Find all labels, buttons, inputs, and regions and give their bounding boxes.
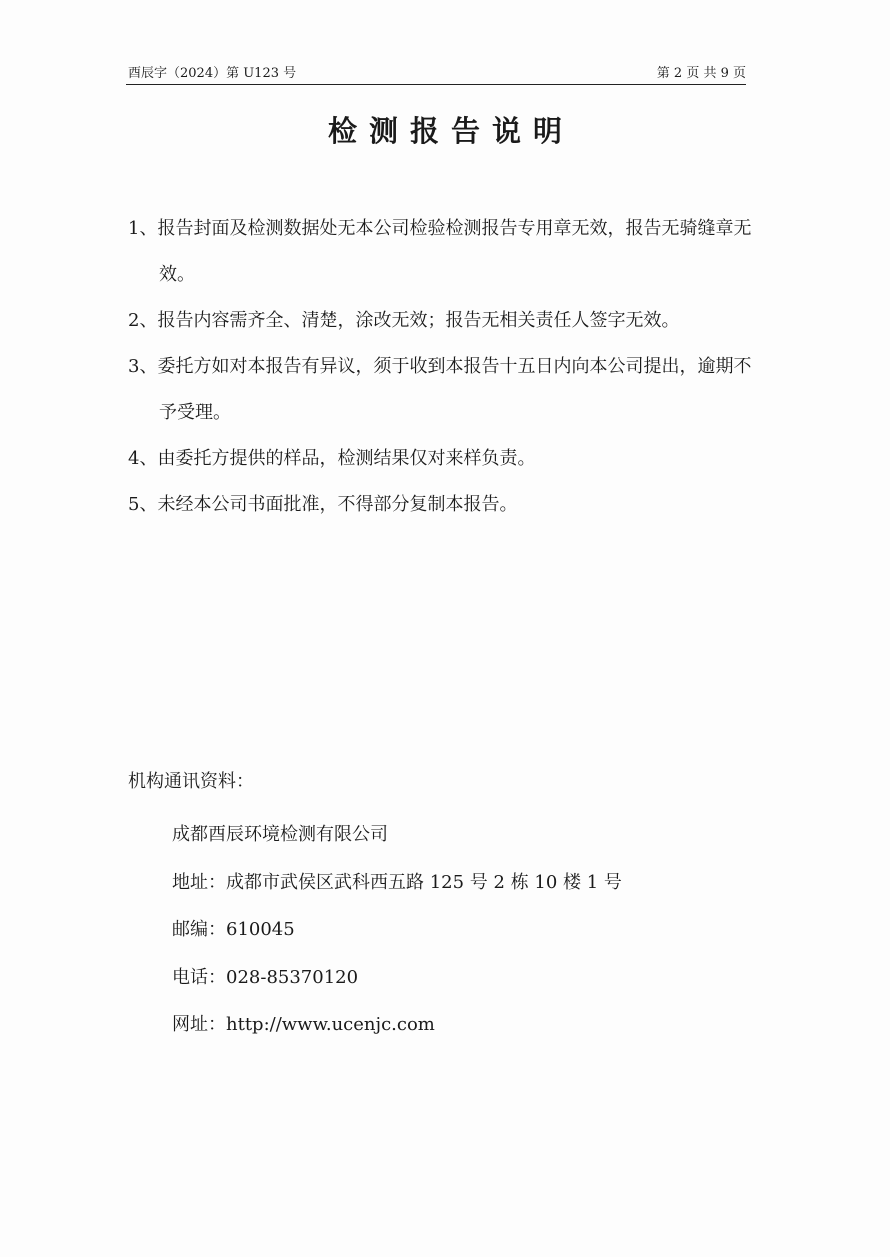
note-item-4: 4、由委托方提供的样品，检测结果仅对来样负责。 [128, 448, 536, 469]
note-item-2: 2、报告内容需齐全、清楚，涂改无效；报告无相关责任人签字无效。 [128, 310, 680, 331]
note-item-3: 3、委托方如对本报告有异议，须于收到本报告十五日内向本公司提出，逾期不予受理。 [128, 356, 752, 423]
note-item-5: 5、未经本公司书面批准，不得部分复制本报告。 [128, 494, 518, 515]
note-item-1: 1、报告封面及检测数据处无本公司检验检测报告专用章无效，报告无骑缝章无效。 [128, 218, 752, 285]
page-indicator: 第 2 页 共 9 页 [656, 66, 746, 81]
page-header [126, 64, 746, 84]
contact-block [172, 811, 772, 1049]
company-address: 地址：成都市武侯区武科西五路 125 号 2 栋 10 楼 1 号 [172, 871, 622, 893]
company-postcode: 邮编：610045 [172, 919, 295, 940]
company-phone: 电话：028-85370120 [172, 966, 359, 988]
header-divider [126, 84, 746, 85]
page-title: 检测报告说明 [327, 114, 574, 148]
document-number: 酉辰字（2024）第 U123 号 [128, 66, 297, 81]
report-notes-list [128, 206, 768, 528]
company-name: 成都酉辰环境检测有限公司 [172, 824, 388, 845]
company-website: 网址：http://www.ucenjc.com [172, 1014, 435, 1035]
contact-heading: 机构通讯资料： [128, 771, 254, 792]
